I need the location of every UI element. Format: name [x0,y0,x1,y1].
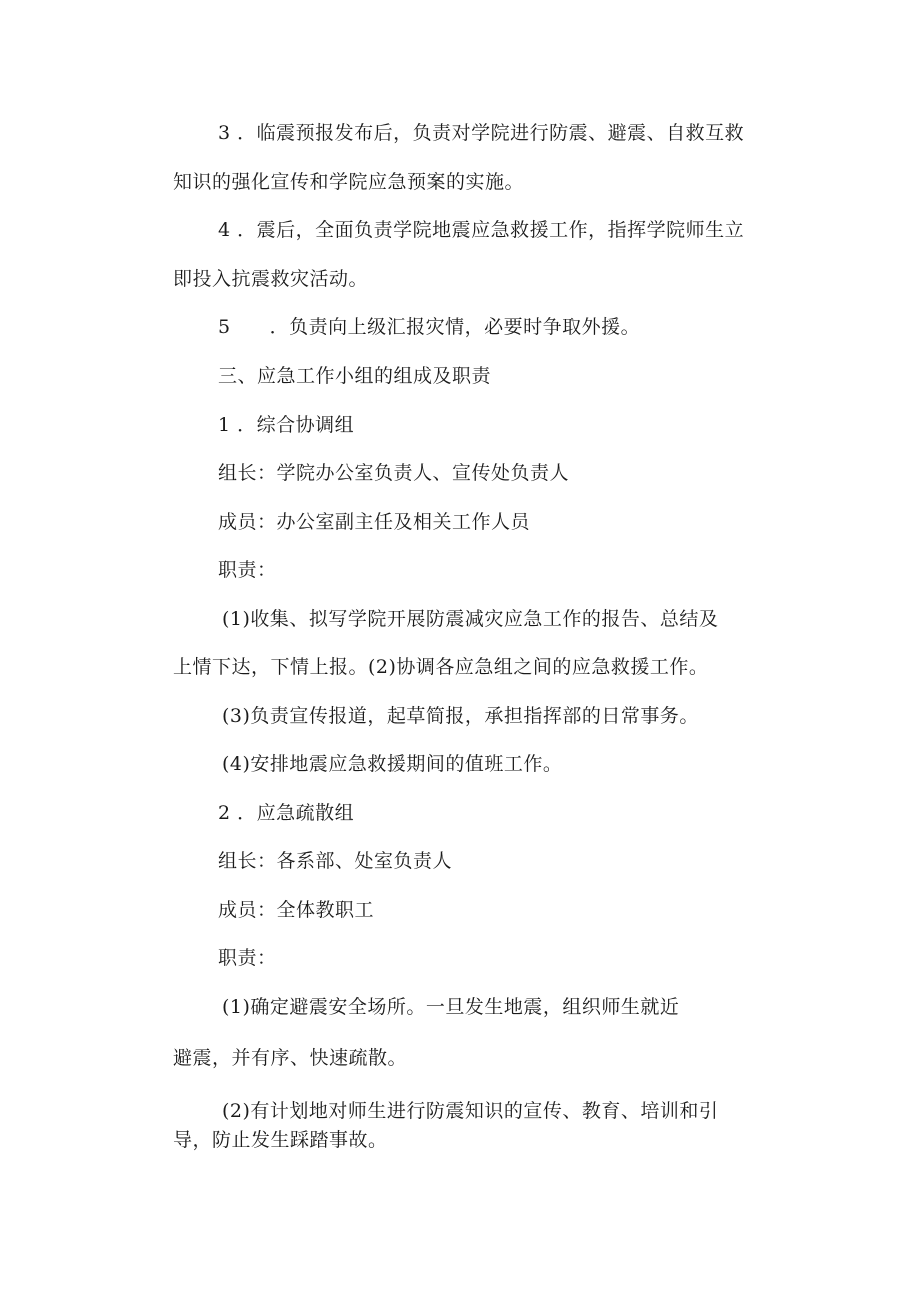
paragraph-line: (4)安排地震应急救援期间的值班工作。 [222,753,563,775]
paragraph-line: 成员：全体教职工 [218,899,375,921]
paragraph-line: 避震，并有序、快速疏散。 [173,1047,408,1069]
paragraph-line: 知识的强化宣传和学院应急预案的实施。 [173,171,525,193]
paragraph-line: (2)有计划地对师生进行防震知识的宣传、教育、培训和引 [222,1100,719,1122]
paragraph-line: 职责： [218,947,277,969]
paragraph-line: (3)负责宣传报道，起草简报，承担指挥部的日常事务。 [222,705,699,727]
paragraph-line: (1)确定避震安全场所。一旦发生地震，组织师生就近 [222,996,680,1018]
subsection-heading: 1 ．综合协调组 [218,414,355,436]
paragraph-line: 3 ．临震预报发布后，负责对学院进行防震、避震、自救互救 [218,122,745,144]
subsection-heading: 2 ．应急疏散组 [218,802,355,824]
paragraph-line: 成员：办公室副主任及相关工作人员 [218,511,531,533]
paragraph-line: 上情下达，下情上报。(2)协调各应急组之间的应急救援工作。 [173,656,709,678]
paragraph-line: 即投入抗震救灾活动。 [173,268,369,290]
paragraph-line: 组长：学院办公室负责人、宣传处负责人 [218,462,570,484]
paragraph-line: 4 ．震后，全面负责学院地震应急救援工作，指挥学院师生立 [218,219,745,241]
paragraph-line: (1)收集、拟写学院开展防震减灾应急工作的报告、总结及 [222,608,719,630]
section-heading: 三、应急工作小组的组成及职责 [218,365,492,387]
paragraph-line: 导，防止发生踩踏事故。 [173,1129,388,1151]
paragraph-line: 职责： [218,559,277,581]
paragraph-line: 组长：各系部、处室负责人 [218,850,453,872]
paragraph-line: 5 ．负责向上级汇报灾情，必要时争取外援。 [218,316,641,338]
